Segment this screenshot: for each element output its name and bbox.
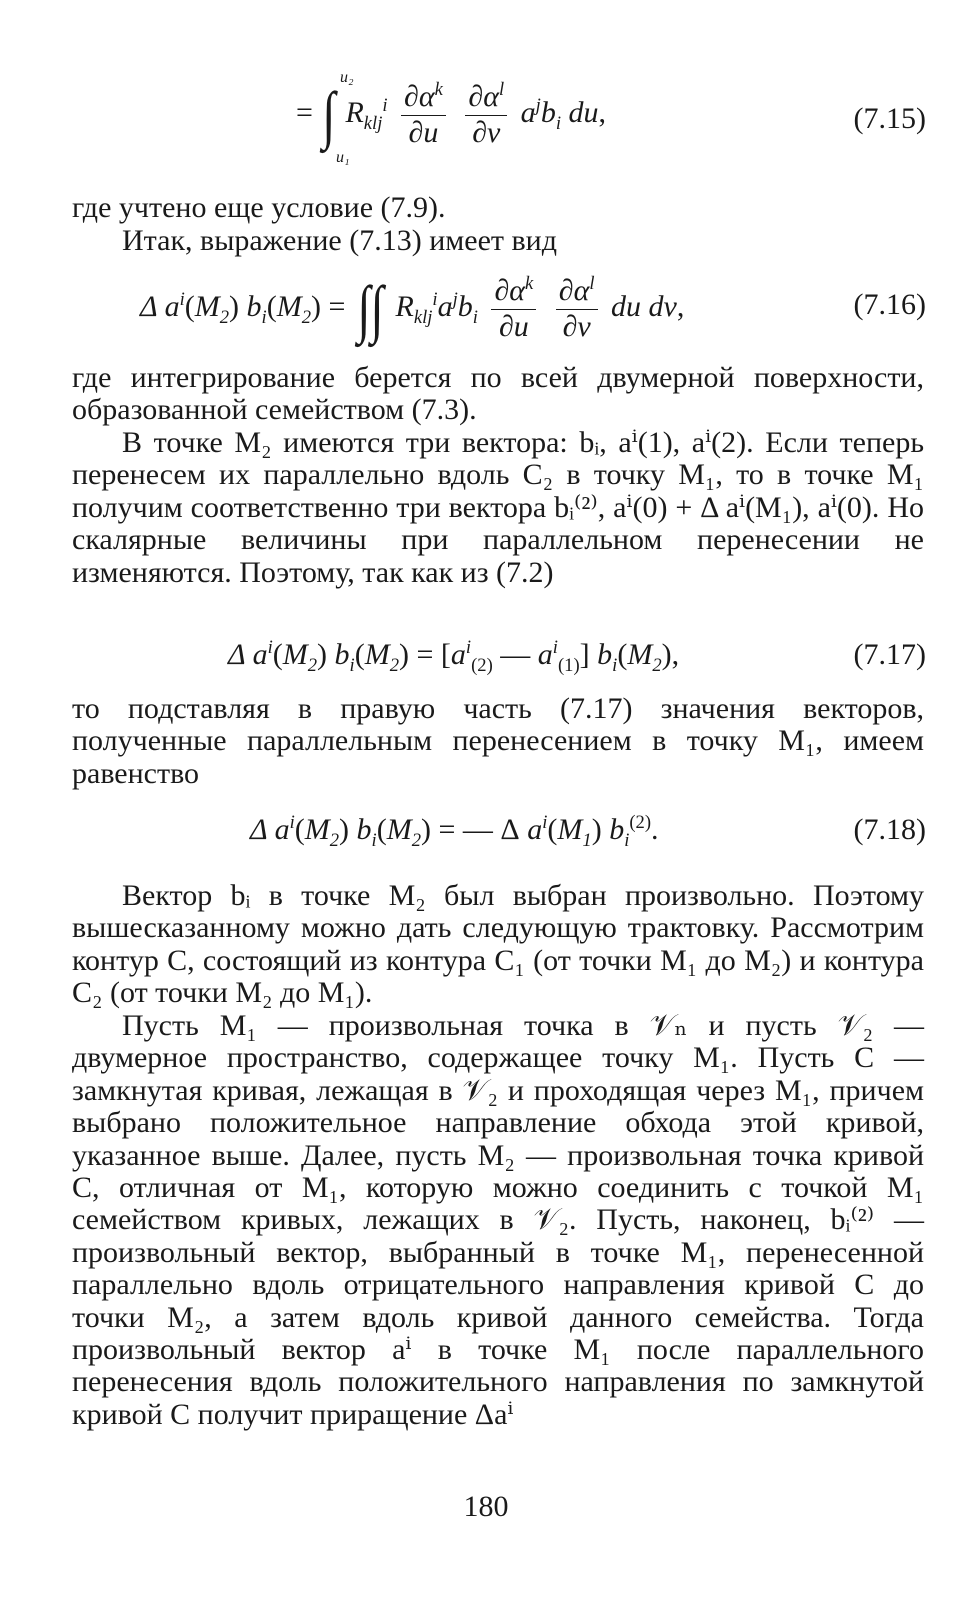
equation-number: (7.15) <box>853 102 926 135</box>
equation-body: Δ $a^i(M_2) b_i(M_2) = [a^i_{(2)}$ — $a^i_{(1)}$] $b_i(M_2)$, <box>228 637 680 676</box>
paragraph: В точке M₂ имеются три вектора: bᵢ, aⁱ(1), aⁱ(2). Если теперь перенесем их параллельно вдоль C₂ в точку M₁, то в точке M₁ получим соответственно три вектора bᵢ⁽²⁾, aⁱ(0) + Δ aⁱ(M₁), aⁱ(0). Но скалярные величины при параллельном перенесении не изменяются. Поэтому, так как из (7.2) <box>72 426 924 589</box>
paragraph: Вектор bᵢ в точке M₂ был выбран произвольно. Поэтому вышесказанному можно дать следующую трактовку. Рассмотрим контур C, состоящий из контура C₁ (от точки M₁ до M₂) и контура C₂ (от точки M₂ до M₁). <box>72 879 924 1010</box>
equation-body: = ∫ $R_{klj}^i$ $\frac{\partial\alpha^k}{\partial u}$ $\frac{\partial\alpha^l}{\partial v}$ $a^jb_i$ du, <box>296 79 606 150</box>
equation-7-18 <box>0 812 972 855</box>
equation-body: Δ $a^i(M_2) b_i(M_2)$ = ∫∫ $R_{klj}^ia^jb_i$ $\frac{\partial\alpha^k}{\partial u}$ $\frac{\partial\alpha^l}{\partial v}$ du dv, <box>140 273 685 344</box>
paragraph: где интегрирование берется по всей двумерной поверхности, образованной семейством (7.3). <box>72 361 924 427</box>
equation-number: (7.17) <box>853 638 926 671</box>
page-number: 180 <box>463 1490 509 1523</box>
equation-number: (7.16) <box>853 288 926 321</box>
integral-lower-limit: u₁ <box>336 149 350 166</box>
paragraph: где учтено еще условие (7.9). <box>72 191 446 224</box>
paragraph: Пусть M₁ — произвольная точка в 𝒱ₙ и пусть 𝒱₂ — двумерное пространство, содержащее точку M₁. Пусть C — замкнутая кривая, лежащая в 𝒱₂ и проходящая через M₁, причем выбрано положительное направление обхода этой кривой, указанное выше. Далее, пусть M₂ — произвольная точка кривой C, отличная от M₁, которую можно соединить с точкой M₁ семейством кривых, лежащих в 𝒱₂. Пусть, наконец, bᵢ⁽²⁾ — произвольный вектор, выбранный в точке M₁, перенесенной параллельно вдоль отрицательного направления кривой C до точки M₂, а затем вдоль кривой данного семейства. Тогда произвольный вектор aⁱ в точке M₁ после параллельного перенесения вдоль положительного направления по замкнутой кривой C получит приращение Δaⁱ <box>72 1009 924 1431</box>
equation-body: Δ $a^i(M_2) b_i(M_2)$ = — Δ $a^i(M_1)$ $b_i^{(2)}$. <box>250 812 659 851</box>
integral-upper-limit: u₂ <box>340 69 354 86</box>
equation-number: (7.18) <box>853 813 926 846</box>
equation-7-16 <box>0 272 972 352</box>
equation-7-17 <box>0 637 972 680</box>
equation-7-15 <box>0 70 972 170</box>
paragraph: то подставляя в правую часть (7.17) значения векторов, полученные параллельным перенесением в точку M₁, имеем равенство <box>72 692 924 790</box>
paragraph: Итак, выражение (7.13) имеет вид <box>122 224 557 257</box>
